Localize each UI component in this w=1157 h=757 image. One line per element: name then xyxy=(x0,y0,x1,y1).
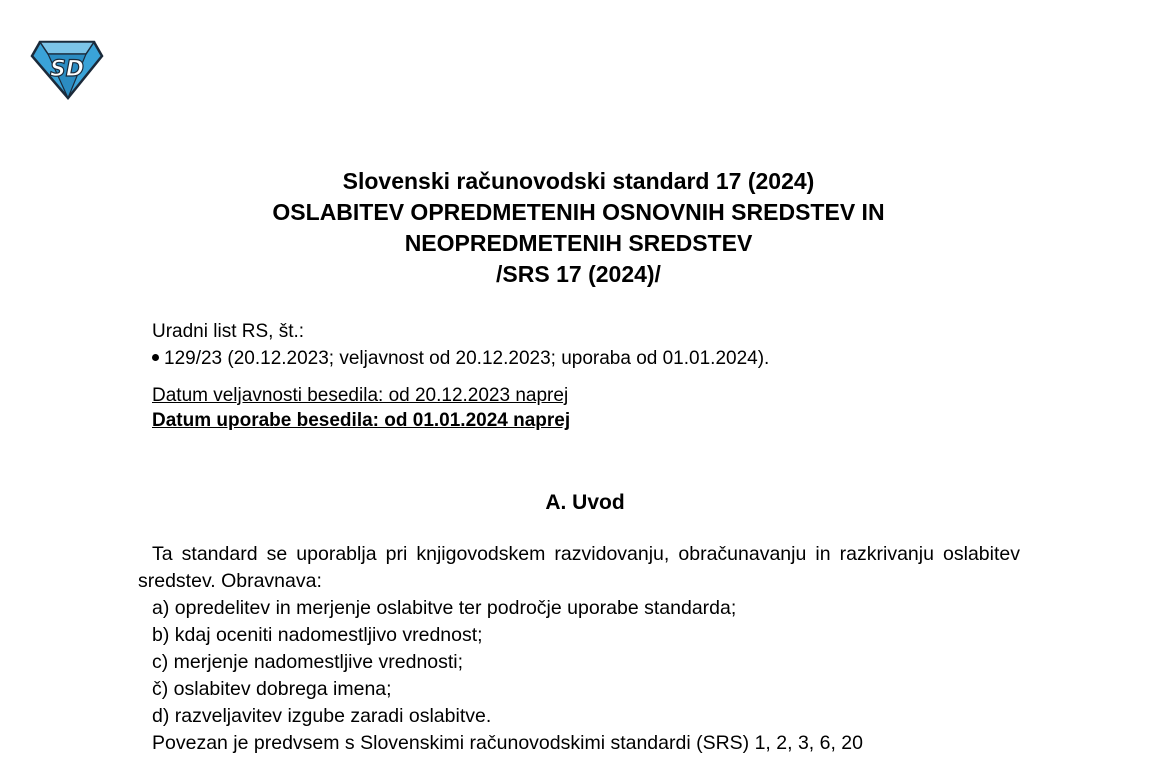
diamond-logo-icon xyxy=(30,40,104,100)
title-line-4: /SRS 17 (2024)/ xyxy=(496,261,661,287)
validity-date: Datum veljavnosti besedila: od 20.12.2023 naprej xyxy=(152,385,569,406)
title-line-3: NEOPREDMETENIH SREDSTEV xyxy=(404,230,753,256)
list-item: d) razveljavitev izgube zaradi oslabitve. xyxy=(152,705,492,727)
gazette-entry: 129/23 (20.12.2023; veljavnost od 20.12.2023; uporaba od 01.01.2024). xyxy=(164,348,770,369)
logo xyxy=(30,40,104,100)
list-item: c) merjenje nadomestljive vrednosti; xyxy=(152,651,464,673)
logo-text: SD xyxy=(49,57,85,82)
text-dates xyxy=(152,383,570,433)
application-date: Datum uporabe besedila: od 01.01.2024 naprej xyxy=(152,410,571,431)
bullet-icon xyxy=(152,354,159,361)
list-item: a) opredelitev in merjenje oslabitve ter področje uporabe standarda; xyxy=(152,597,737,619)
document-title xyxy=(0,166,1157,290)
section-body xyxy=(138,541,1020,757)
next-paragraph: Povezan je predvsem s Slovenskimi računovodskimi standardi (SRS) 1, 2, 3, 6, 20 xyxy=(152,732,863,754)
title-line-1: Slovenski računovodski standard 17 (2024) xyxy=(342,168,815,194)
gazette-label: Uradni list RS, št.: xyxy=(152,321,305,342)
section-heading: A. Uvod xyxy=(545,491,625,514)
gazette-entry-row xyxy=(152,345,769,372)
intro-paragraph: Ta standard se uporablja pri knjigovodskem razvidovanju, obračunavanju in razkrivanju oslabitev sredstev. Obravnava: xyxy=(138,543,1020,592)
title-line-2: OSLABITEV OPREDMETENIH OSNOVNIH SREDSTEV IN xyxy=(272,199,885,225)
official-gazette-reference xyxy=(152,318,769,372)
list-item: b) kdaj oceniti nadomestljivo vrednost; xyxy=(152,624,483,646)
list-item: č) oslabitev dobrega imena; xyxy=(152,678,392,700)
